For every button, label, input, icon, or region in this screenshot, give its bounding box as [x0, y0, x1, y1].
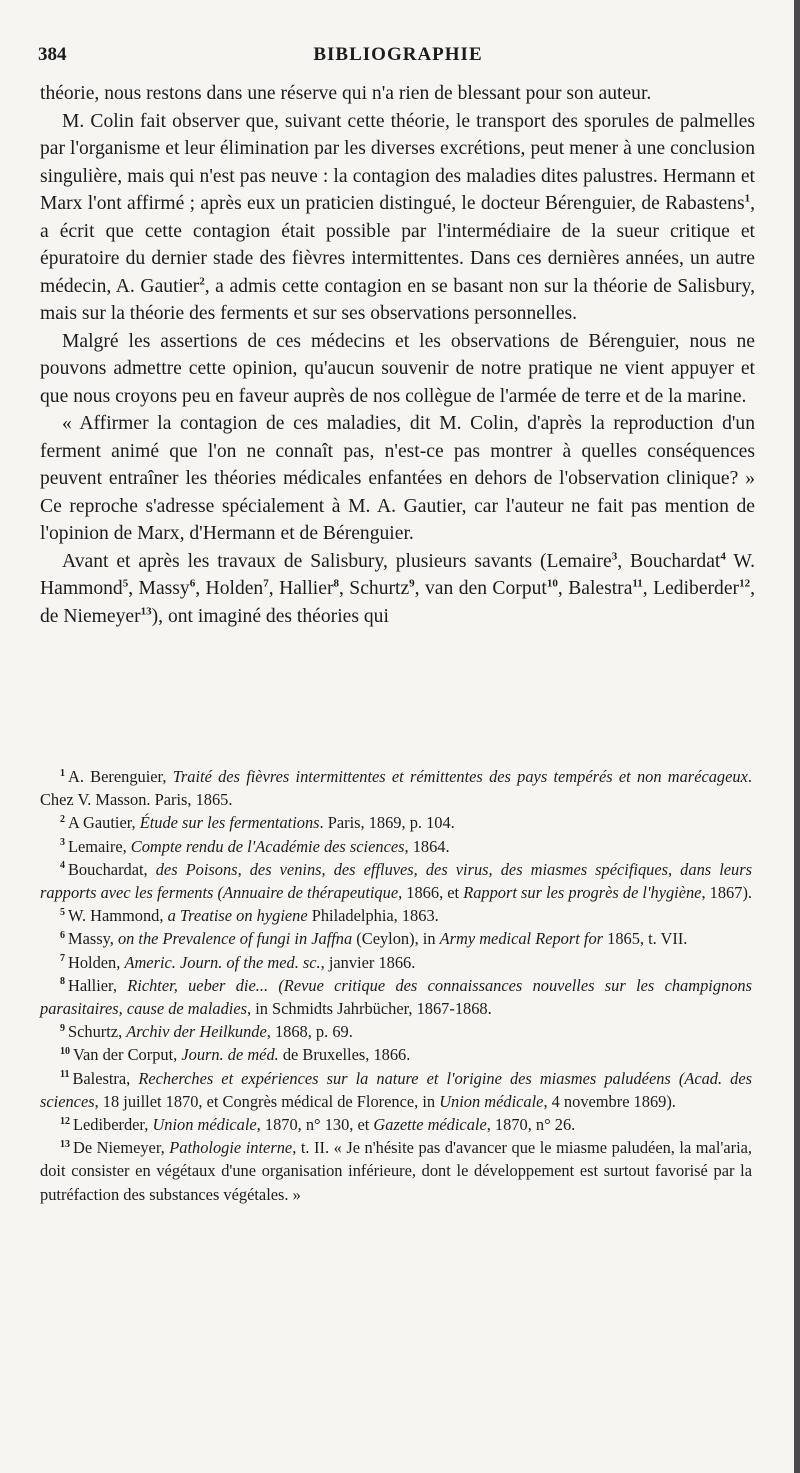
footnote-details: (Ceylon), in	[352, 929, 440, 949]
footnote	[40, 951, 752, 974]
footnote-ref: 12	[739, 577, 751, 590]
p5-text: W. Hammond	[40, 550, 755, 599]
footnote-title: Richter, ueber die... (Revue critique des connaissances nouvelles sur les champignons parasitaires, cause de maladies	[40, 975, 752, 1019]
footnote-title: Rapport sur les progrès de l'hygiène	[463, 883, 702, 903]
footnote-author: A. Berenguier,	[68, 767, 173, 786]
footnote-details: . Chez V. Masson. Paris, 1865.	[40, 767, 752, 810]
paragraph-4: « Affirmer la contagion de ces maladies, dit M. Colin, d'après la reproduction d'un ferment animé que l'on ne connaît pas, n'est-ce pas montrer à quelles conséquences peuvent entraîner les théories médicales enfantées en dehors de l'observation clinique? » Ce reproche s'adresse spécialement à M. A. Gautier, car l'auteur ne fait pas mention de l'opinion de Marx, d'Hermann et de Bérenguier.	[40, 413, 755, 544]
footnote-number: 4	[60, 860, 65, 872]
footnote-ref-1: 1	[744, 192, 751, 205]
p5-text: , Holden	[195, 578, 264, 599]
p5-text: , Schurtz	[338, 578, 410, 599]
running-title: BIBLIOGRAPHIE	[313, 44, 483, 65]
footnote-author: Lemaire,	[68, 836, 131, 856]
footnote-number: 12	[60, 1115, 70, 1127]
paragraph-5	[40, 548, 755, 631]
footnote-ref: 9	[409, 577, 415, 590]
p5-text: , van den Corput	[414, 578, 547, 599]
paragraph-3: Malgré les assertions de ces médecins et les observations de Bérenguier, nous ne pouvons admettre cette opinion, qu'aucun souvenir de notre pratique ne vient appuyer et que nous croyons peu en faveur auprès de nos collègue de l'armée de terre et de la marine.	[40, 330, 755, 407]
footnote-number: 7	[60, 953, 65, 965]
footnote-title: Americ. Journ. of the med. sc.	[124, 952, 321, 972]
footnote-ref: 8	[333, 577, 339, 590]
p5-text: , Bouchardat	[617, 550, 721, 572]
footnote	[40, 1136, 752, 1206]
p5-text: , Balestra	[557, 578, 633, 599]
footnote-number: 9	[60, 1022, 65, 1034]
footnote-ref: 13	[140, 604, 152, 617]
footnote-details: , 4 novembre 1869).	[543, 1091, 676, 1111]
footnote-ref: 5	[122, 577, 129, 590]
p2-text-b: , a écrit que cette contagion était possible par l'intermédiaire de la sueur critique et épuratoire du dernier stade des fièvres intermittentes. Dans ces dernières années, un autre médecin, A. Gautier	[40, 193, 755, 297]
footnote-title: Étude sur les fermentations	[139, 813, 320, 833]
footnote-title: Union médicale	[152, 1115, 257, 1135]
footnote-title: Pathologie interne	[169, 1138, 293, 1158]
footnote	[40, 927, 752, 950]
footnote	[40, 974, 752, 1020]
page-edge	[794, 0, 800, 1473]
footnote-details: 1865, t. VII.	[603, 929, 688, 949]
footnote-details: . Paris, 1869, p. 104.	[319, 813, 455, 833]
main-text	[40, 80, 755, 630]
footnote-number: 5	[60, 906, 65, 918]
footnote-title: Archiv der Heilkunde	[126, 1022, 267, 1042]
footnote-details: Philadelphia, 1863.	[307, 906, 439, 926]
footnote-number: 2	[60, 813, 65, 825]
footnote-number: 1	[60, 767, 65, 779]
footnote-author: Massy,	[68, 929, 118, 949]
footnote-ref-2: 2	[199, 274, 205, 287]
footnote-title: Recherches et expériences sur la nature et l'origine des miasmes paludéens (Acad. des sciences	[40, 1068, 752, 1111]
footnote-author: W. Hammond,	[68, 906, 168, 926]
footnote-details: , in Schmidts Jahrbücher, 1867-1868.	[247, 999, 492, 1019]
footnote-details: de Bruxelles, 1866.	[278, 1045, 411, 1065]
footnote-ref: 11	[632, 577, 643, 590]
footnote-title: Gazette médicale	[373, 1115, 487, 1135]
footnote-author: A Gautier,	[68, 813, 140, 833]
footnote	[40, 904, 752, 927]
footnote-author: Hallier,	[68, 975, 128, 995]
paragraph-2	[40, 108, 755, 328]
footnote	[40, 1043, 752, 1066]
footnote-author: Lediberder,	[73, 1115, 153, 1135]
p5-text: , de Niemeyer	[40, 578, 755, 627]
p5-text: , Lediberder	[642, 578, 740, 599]
footnote-title: Traité des fièvres intermittentes et rémittentes des pays tempérés et non marécageux	[172, 767, 748, 786]
footnote-details: , 18 juillet 1870, et Congrès médical de Florence, in	[94, 1091, 440, 1111]
footnote-number: 10	[60, 1045, 70, 1057]
footnote-details: , janvier 1866.	[320, 952, 416, 972]
footnote-number: 13	[60, 1138, 70, 1150]
footnote-title: Union médicale	[439, 1091, 544, 1111]
footnote	[40, 858, 752, 904]
p5-text: , Hallier	[268, 578, 334, 599]
footnote-author: Holden,	[68, 952, 125, 972]
footnote-ref: 4	[720, 549, 726, 562]
footnote-author: De Niemeyer,	[73, 1138, 170, 1158]
p2-text-c: , a admis cette contagion en se basant non sur la théorie de Salisbury, mais sur la théorie des ferments et sur ses observations personnelles.	[40, 275, 755, 324]
footnote-author: Schurtz,	[68, 1022, 127, 1042]
footnote	[40, 835, 752, 858]
footnote	[40, 1020, 752, 1043]
footnote-ref: 10	[546, 577, 558, 590]
footnote-details: , 1870, n° 26.	[486, 1115, 576, 1135]
p2-text-a: M. Colin fait observer que, suivant cette théorie, le transport des sporules de palmelles par l'organisme et leur élimination par les diverses excrétions, peut mener à une conclusion singulière, mais qui n'est pas neuve : la contagion des maladies dites palustres. Hermann et Marx l'ont affirmé ; après eux un praticien distingué, le docteur Bérenguier, de Rabastens	[40, 110, 755, 214]
footnote-author: Van der Corput,	[73, 1045, 182, 1065]
footnote-ref: 7	[263, 577, 269, 590]
p5-text: ), ont imaginé des théories qui	[151, 605, 389, 627]
footnote-title: on the Prevalence of fungi in Jaffna	[117, 929, 353, 949]
footnote-author: Bouchardat,	[68, 859, 156, 879]
footnote-details: , 1868, p. 69.	[266, 1022, 353, 1042]
p5-text: Avant et après les travaux de Salisbury, plusieurs savants (Lemaire	[62, 550, 612, 572]
footnote-number: 6	[60, 929, 65, 941]
footnote-title: des Poisons, des venins, des effluves, des virus, des miasmes spécifiques, dans leurs rapports avec les ferments (Annuaire de thérapeutique	[40, 859, 753, 903]
footnotes	[40, 765, 752, 1206]
page-header	[38, 44, 758, 70]
footnote-title: Compte rendu de l'Académie des sciences	[130, 836, 405, 856]
footnote-title: a Treatise on hygiene	[167, 906, 308, 926]
footnote	[40, 1067, 752, 1113]
footnote	[40, 1113, 752, 1136]
footnote-details: , 1867).	[701, 883, 753, 903]
footnote	[40, 765, 752, 811]
footnote-ref: 3	[611, 549, 618, 562]
p5-text: , Massy	[128, 578, 190, 599]
footnote-details: , 1866, et	[398, 883, 464, 903]
footnote-details: , 1870, n° 130, et	[256, 1115, 374, 1135]
paragraph-1: théorie, nous restons dans une réserve qui n'a rien de blessant pour son auteur.	[40, 83, 652, 104]
footnote-number: 8	[60, 976, 65, 988]
footnote-number: 3	[60, 837, 65, 849]
footnote-details: , 1864.	[404, 836, 450, 856]
footnote	[40, 811, 752, 834]
footnote-author: Balestra,	[72, 1068, 139, 1088]
footnote-title: Army medical Report for	[439, 929, 604, 949]
footnote-title: Journ. de méd.	[181, 1045, 279, 1065]
footnote-number: 11	[60, 1069, 70, 1081]
page-number: 384	[38, 44, 67, 65]
footnote-details: , t. II. « Je n'hésite pas d'avancer que le miasme paludéen, la mal'aria, doit consister en végétaux d'une organisation inférieure, dont le développement est surtout favorisé par la putréfaction des substances végétales. »	[40, 1138, 752, 1204]
footnote-ref: 6	[189, 577, 196, 590]
